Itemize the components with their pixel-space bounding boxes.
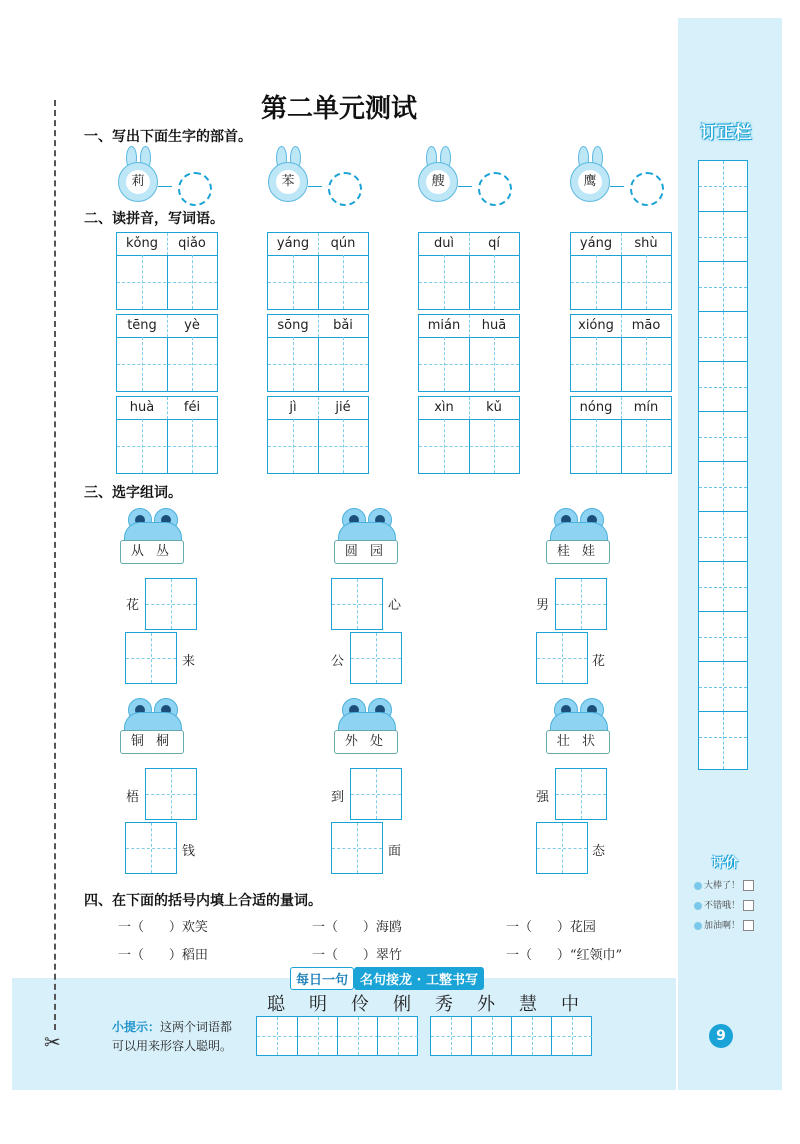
tianzi-box[interactable] (555, 578, 607, 630)
cheer-icon (694, 922, 702, 930)
idiom-characters (255, 990, 595, 1016)
pinyin-syllable: nóng (579, 400, 613, 415)
tianzi-box[interactable] (536, 822, 588, 874)
pinyin-syllable: qiǎo (178, 236, 206, 251)
pinyin-syllable: jié (335, 400, 351, 415)
hint-line: 可以用来形容人聪明。 (112, 1039, 233, 1053)
pinyin-box[interactable] (570, 396, 672, 474)
idiom-char: 秀 (435, 994, 453, 1015)
radical-answer-3[interactable] (478, 172, 512, 206)
scissors-icon: ✂ (44, 1030, 61, 1054)
tianzi-box[interactable] (555, 768, 607, 820)
word-char: 来 (182, 654, 196, 669)
word-char: 花 (126, 598, 140, 613)
pinyin-box[interactable] (116, 314, 218, 392)
hint-line: 这两个词语都 (160, 1020, 233, 1034)
page-title: 第二单元测试 (260, 94, 417, 124)
section-3-heading: 三、选字组词。 (84, 485, 182, 501)
pinyin-box[interactable] (267, 396, 369, 474)
daily-badge-main: 每日一句 (290, 967, 354, 990)
radical-char: 鹰 (578, 170, 602, 194)
measure-suffix: ）海鸥 (362, 920, 402, 935)
frog-sign (120, 698, 184, 764)
frog-sign (120, 508, 184, 574)
correction-title: 订正栏 (700, 123, 752, 143)
pinyin-box[interactable] (418, 396, 520, 474)
pinyin-box[interactable] (570, 232, 672, 310)
measure-suffix: ）“红领巾” (556, 948, 623, 963)
measure-item[interactable] (118, 944, 208, 963)
correction-grid[interactable] (698, 160, 748, 770)
idiom-char: 聪 (267, 994, 285, 1015)
word-char: 公 (331, 654, 345, 669)
frog-sign (546, 508, 610, 574)
daily-badge (290, 967, 484, 990)
pinyin-syllable: xióng (578, 318, 614, 333)
measure-item[interactable] (312, 944, 402, 963)
eval-checkbox-great[interactable] (743, 880, 754, 891)
pinyin-syllable: jì (289, 400, 297, 415)
pinyin-syllable: sōng (277, 318, 309, 333)
idiom-char: 外 (477, 994, 495, 1015)
word-char: 男 (536, 598, 550, 613)
pinyin-box[interactable] (418, 232, 520, 310)
cut-line (54, 100, 56, 1030)
pinyin-syllable: bǎi (333, 318, 353, 333)
word-char: 花 (592, 654, 606, 669)
radical-char: 苯 (276, 170, 300, 194)
tianzi-box[interactable] (125, 632, 177, 684)
measure-item[interactable] (118, 916, 208, 935)
measure-prefix: 一（ (506, 920, 533, 935)
radical-answer-1[interactable] (178, 172, 212, 206)
bunny-2 (268, 146, 308, 204)
eval-checkbox-good[interactable] (743, 900, 754, 911)
radical-answer-4[interactable] (630, 172, 664, 206)
radical-char: 艘 (426, 170, 450, 194)
tianzi-box[interactable] (145, 578, 197, 630)
pinyin-syllable: xìn (434, 400, 454, 415)
pinyin-box[interactable] (267, 232, 369, 310)
pinyin-box[interactable] (267, 314, 369, 392)
pinyin-syllable: qún (330, 236, 356, 251)
evaluation-box (690, 848, 762, 940)
hint-label: 小提示： (112, 1020, 161, 1034)
frog-sign (546, 698, 610, 764)
measure-prefix: 一（ (312, 948, 339, 963)
bunny-4 (570, 146, 610, 204)
measure-suffix: ）稻田 (168, 948, 208, 963)
idiom-char: 慧 (519, 994, 537, 1015)
pinyin-box[interactable] (116, 396, 218, 474)
measure-item[interactable] (312, 916, 402, 935)
section-2-heading: 二、读拼音，写词语。 (84, 211, 224, 227)
section-1-heading: 一、写出下面生字的部首。 (84, 129, 252, 145)
eval-option-keep-going: 加油啊！ (704, 921, 741, 931)
measure-prefix: 一（ (118, 948, 145, 963)
tianzi-box[interactable] (331, 578, 383, 630)
measure-suffix: ）花园 (556, 920, 596, 935)
writing-grid-1[interactable] (256, 1016, 418, 1056)
word-char: 梧 (126, 790, 140, 805)
pinyin-syllable: kǒng (126, 236, 158, 251)
char-pair: 壮 状 (546, 730, 610, 754)
pinyin-syllable: yè (184, 318, 200, 333)
char-pair: 桂 娃 (546, 540, 610, 564)
measure-item[interactable] (506, 916, 596, 935)
pinyin-syllable: kǔ (486, 400, 502, 415)
evaluation-title: 评价 (712, 856, 739, 871)
measure-prefix: 一（ (118, 920, 145, 935)
pinyin-box[interactable] (116, 232, 218, 310)
writing-grid-2[interactable] (430, 1016, 592, 1056)
eval-checkbox-keep-going[interactable] (743, 920, 754, 931)
word-char: 到 (331, 790, 345, 805)
idiom-char: 伶 (351, 994, 369, 1015)
idiom-char: 俐 (393, 994, 411, 1015)
measure-prefix: 一（ (506, 948, 533, 963)
page-number: 9 (709, 1024, 733, 1048)
pinyin-syllable: huā (481, 318, 507, 333)
word-char: 面 (388, 844, 402, 859)
pinyin-syllable: māo (631, 318, 661, 333)
idiom-char: 明 (309, 994, 327, 1015)
char-pair: 铜 桐 (120, 730, 184, 754)
tianzi-box[interactable] (331, 822, 383, 874)
pinyin-box[interactable] (418, 314, 520, 392)
pinyin-syllable: tēng (127, 318, 157, 333)
section-4-heading: 四、在下面的括号内填上合适的量词。 (84, 893, 322, 909)
pinyin-syllable: yáng (276, 236, 310, 251)
bunny-1 (118, 146, 158, 204)
eval-option-good: 不错哦！ (704, 901, 741, 911)
pinyin-syllable: mín (633, 400, 659, 415)
eval-option-great: 大棒了！ (704, 881, 741, 891)
pinyin-syllable: huà (129, 400, 155, 415)
frog-sign (334, 698, 398, 764)
pinyin-syllable: mián (427, 318, 461, 333)
ok-icon (694, 902, 702, 910)
word-char: 强 (536, 790, 550, 805)
char-pair: 圆 园 (334, 540, 398, 564)
frog-sign (334, 508, 398, 574)
radical-char: 莉 (126, 170, 150, 194)
tianzi-box[interactable] (536, 632, 588, 684)
pinyin-syllable: duì (433, 236, 455, 251)
pinyin-box[interactable] (570, 314, 672, 392)
tianzi-box[interactable] (145, 768, 197, 820)
char-pair: 外 处 (334, 730, 398, 754)
word-char: 心 (388, 598, 402, 613)
thumb-icon (694, 882, 702, 890)
bunny-3 (418, 146, 458, 204)
pinyin-syllable: yáng (579, 236, 613, 251)
radical-answer-2[interactable] (328, 172, 362, 206)
tianzi-box[interactable] (350, 632, 402, 684)
char-pair: 从 丛 (120, 540, 184, 564)
daily-badge-sub: 名句接龙 · 工整书写 (354, 967, 484, 990)
word-char: 钱 (182, 844, 196, 859)
tianzi-box[interactable] (125, 822, 177, 874)
measure-suffix: ）欢笑 (168, 920, 208, 935)
pinyin-syllable: qí (488, 236, 500, 251)
pinyin-syllable: shù (634, 236, 658, 251)
hint-text (112, 1018, 232, 1056)
word-char: 态 (592, 844, 606, 859)
tianzi-box[interactable] (350, 768, 402, 820)
measure-suffix: ）翠竹 (362, 948, 402, 963)
measure-prefix: 一（ (312, 920, 339, 935)
idiom-char: 中 (561, 994, 579, 1015)
measure-item[interactable] (506, 944, 622, 963)
pinyin-syllable: féi (183, 400, 201, 415)
